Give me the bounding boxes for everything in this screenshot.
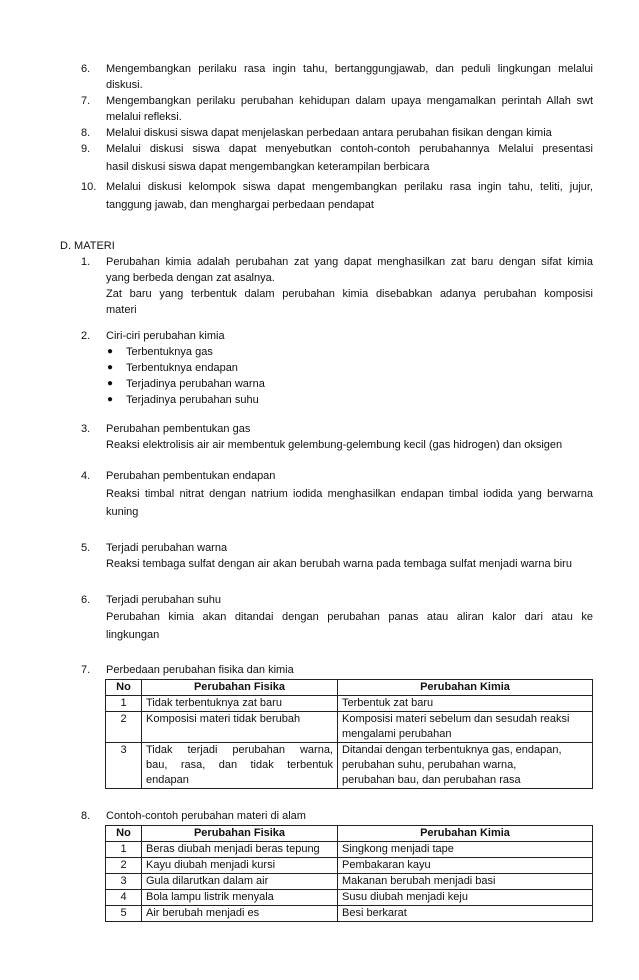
column-header: No xyxy=(106,680,142,696)
materi-number: 7. xyxy=(81,664,91,676)
cell-line: Tidak terjadi perubahan warna, xyxy=(146,744,333,756)
materi-text: Reaksi tembaga sulfat dengan air akan berubah warna pada tembaga sulfat menjadi warna biru xyxy=(106,558,572,570)
table-cell-no: 2 xyxy=(106,858,142,874)
cell-line: perubahan suhu, perubahan warna, xyxy=(342,759,517,771)
table-cell-no: 2 xyxy=(106,712,142,743)
table-cell-kimia xyxy=(338,696,593,712)
table-cell-kimia: Susu diubah menjadi keju xyxy=(338,890,593,906)
objective-number: 9. xyxy=(81,143,91,155)
list-item: Terjadinya perubahan suhu xyxy=(126,394,259,406)
table-cell-fisika xyxy=(142,696,338,712)
table-cell-fisika: Beras diubah menjadi beras tepung xyxy=(142,842,338,858)
materi-number: 3. xyxy=(81,423,91,435)
materi-heading: Perbedaan perubahan fisika dan kimia xyxy=(106,664,294,676)
objective-text: Melalui diskusi siswa dapat menyebutkan contoh-contoh perubahannya Melalui presentasi xyxy=(106,143,593,155)
table-cell-no: 3 xyxy=(106,874,142,890)
cell-line: Terbentuk zat baru xyxy=(342,697,434,709)
table-cell-fisika xyxy=(142,743,338,789)
material-change-examples-table xyxy=(105,825,593,922)
table-cell-no: 1 xyxy=(106,842,142,858)
objective-text: melalui refleksi. xyxy=(106,111,182,123)
cell-line: endapan xyxy=(146,774,189,786)
table-cell-kimia xyxy=(338,743,593,789)
materi-text: Zat baru yang terbentuk dalam perubahan kimia disebabkan adanya perubahan komposisi xyxy=(106,288,593,300)
materi-heading: Perubahan pembentukan gas xyxy=(106,423,251,435)
materi-text: kuning xyxy=(106,506,139,518)
objective-text: Melalui diskusi siswa dapat menjelaskan perbedaan antara perubahan fisikan dengan kimia xyxy=(106,127,552,139)
table-row xyxy=(106,712,593,743)
materi-text: materi xyxy=(106,304,137,316)
materi-number: 8. xyxy=(81,810,91,822)
materi-heading: Contoh-contoh perubahan materi di alam xyxy=(106,810,306,822)
cell-line: Komposisi materi tidak berubah xyxy=(146,713,301,725)
materi-number: 5. xyxy=(81,542,91,554)
bullet-icon: ● xyxy=(107,362,114,373)
column-header: Perubahan Fisika xyxy=(142,826,338,842)
objective-text: diskusi. xyxy=(106,79,143,91)
section-title: D. MATERI xyxy=(60,240,115,252)
table-row xyxy=(106,858,593,874)
materi-text: yang berbeda dengan zat asalnya. xyxy=(106,272,275,284)
objective-text: Mengembangkan perilaku rasa ingin tahu, bertanggungjawab, dan peduli lingkungan melalui xyxy=(106,63,593,75)
cell-line: Ditandai dengan terbentuknya gas, endapan, xyxy=(342,744,562,756)
cell-line: Komposisi materi sebelum dan sesudah reaksi xyxy=(342,713,570,725)
table-cell-kimia xyxy=(338,712,593,743)
column-header: No xyxy=(106,826,142,842)
table-row xyxy=(106,874,593,890)
list-item: Terbentuknya gas xyxy=(126,346,213,358)
cell-line: bau, rasa, dan tidak terbentuk xyxy=(146,759,333,771)
list-item: Terbentuknya endapan xyxy=(126,362,238,374)
table-row xyxy=(106,696,593,712)
bullet-icon: ● xyxy=(107,346,114,357)
bullet-icon: ● xyxy=(107,378,114,389)
physical-chemical-difference-table xyxy=(105,679,593,789)
objective-text: tanggung jawab, dan menghargai perbedaan pendapat xyxy=(106,199,374,211)
table-cell-no: 5 xyxy=(106,906,142,922)
objective-number: 6. xyxy=(81,63,91,75)
table-header-row xyxy=(106,680,593,696)
table-cell-fisika: Kayu diubah menjadi kursi xyxy=(142,858,338,874)
table-cell-kimia: Besi berkarat xyxy=(338,906,593,922)
materi-text: Reaksi timbal nitrat dengan natrium iodida menghasilkan endapan timbal iodida yang berwarna xyxy=(106,488,593,500)
cell-line: Tidak terbentuknya zat baru xyxy=(146,697,282,709)
materi-number: 1. xyxy=(81,256,91,268)
table-cell-fisika: Gula dilarutkan dalam air xyxy=(142,874,338,890)
cell-line: perubahan bau, dan perubahan rasa xyxy=(342,774,521,786)
table-cell-no: 4 xyxy=(106,890,142,906)
table-header-row xyxy=(106,826,593,842)
objective-number: 8. xyxy=(81,127,91,139)
table-cell-kimia: Singkong menjadi tape xyxy=(338,842,593,858)
cell-line: mengalami perubahan xyxy=(342,728,452,740)
materi-text: Reaksi elektrolisis air air membentuk gelembung-gelembung kecil (gas hidrogen) dan oksigen xyxy=(106,439,563,451)
materi-number: 6. xyxy=(81,594,91,606)
materi-heading: Perubahan pembentukan endapan xyxy=(106,470,276,482)
table-row xyxy=(106,906,593,922)
column-header: Perubahan Kimia xyxy=(338,680,593,696)
materi-text: Perubahan kimia akan ditandai dengan perubahan panas atau aliran kalor dari atau ke xyxy=(106,611,593,623)
materi-text: lingkungan xyxy=(106,629,160,641)
objective-text: hasil diskusi siswa dapat mengembangkan keterampilan berbicara xyxy=(106,161,430,173)
materi-number: 2. xyxy=(81,330,91,342)
table-cell-kimia: Pembakaran kayu xyxy=(338,858,593,874)
materi-number: 4. xyxy=(81,470,91,482)
materi-text: Perubahan kimia adalah perubahan zat yang dapat menghasilkan zat baru dengan sifat kimia xyxy=(106,256,593,268)
objective-text: Melalui diskusi kelompok siswa dapat mengembangkan perilaku rasa ingin tahu, teliti, jujur, xyxy=(106,181,593,193)
table-cell-no: 3 xyxy=(106,743,142,789)
table-cell-fisika xyxy=(142,712,338,743)
table-cell-fisika: Bola lampu listrik menyala xyxy=(142,890,338,906)
objective-text: Mengembangkan perilaku perubahan kehidupan dalam upaya mengamalkan perintah Allah swt xyxy=(106,95,593,107)
bullet-icon: ● xyxy=(107,394,114,405)
column-header: Perubahan Fisika xyxy=(142,680,338,696)
objective-number: 10. xyxy=(81,181,97,193)
table-cell-no: 1 xyxy=(106,696,142,712)
table-row xyxy=(106,842,593,858)
objective-number: 7. xyxy=(81,95,91,107)
materi-heading: Ciri-ciri perubahan kimia xyxy=(106,330,225,342)
column-header: Perubahan Kimia xyxy=(338,826,593,842)
materi-heading: Terjadi perubahan suhu xyxy=(106,594,221,606)
list-item: Terjadinya perubahan warna xyxy=(126,378,265,390)
materi-heading: Terjadi perubahan warna xyxy=(106,542,228,554)
table-cell-kimia: Makanan berubah menjadi basi xyxy=(338,874,593,890)
table-row xyxy=(106,743,593,789)
table-cell-fisika: Air berubah menjadi es xyxy=(142,906,338,922)
table-row xyxy=(106,890,593,906)
